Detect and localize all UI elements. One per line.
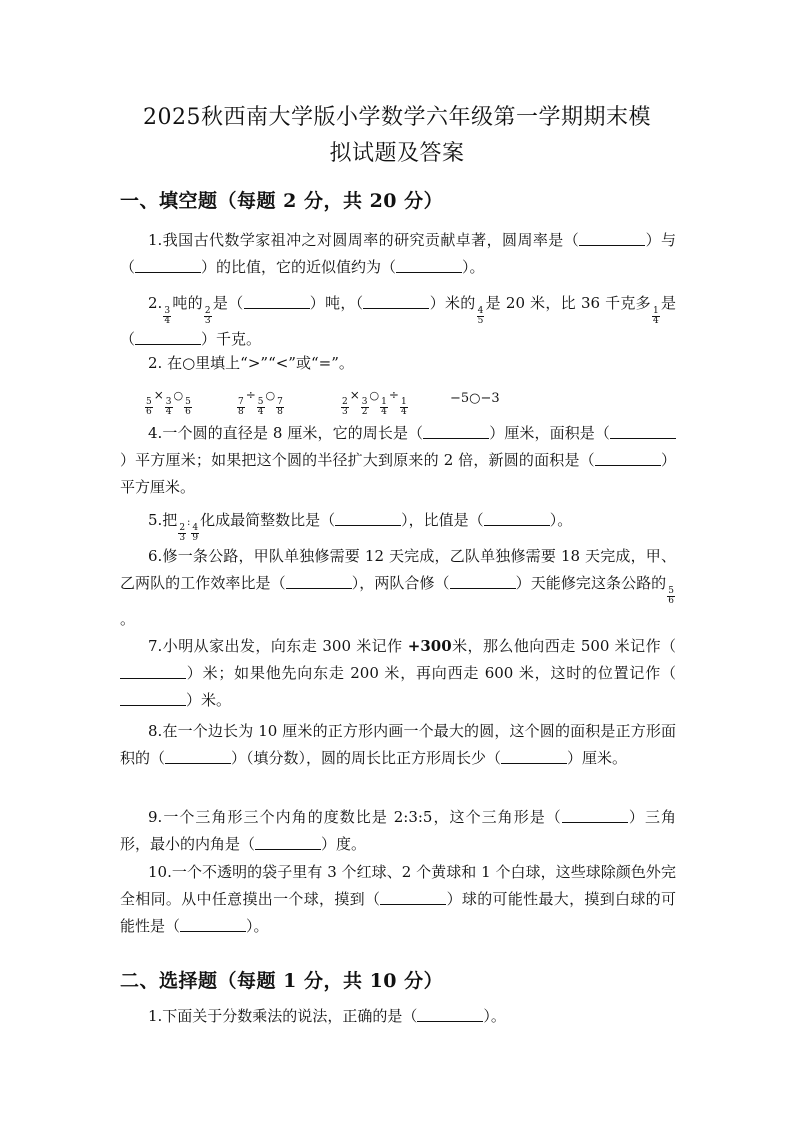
answer-blank[interactable] — [380, 890, 446, 905]
choice-question-1: 1.下面关于分数乘法的说法，正确的是（ ）。 — [148, 1007, 506, 1025]
answer-blank[interactable] — [286, 574, 352, 589]
question-2: 2. $\frac{3}{4}$ 吨的 $\frac{2}{3}$ 是（ ）吨，（ ）米的 $\frac{4}{5}$ 是 20 米，比 36 千克多 $\frac{1}{4}$ 是（ ）千克。 — [120, 294, 676, 348]
answer-blank[interactable] — [363, 294, 429, 309]
title-line-2: 拟试题及答案 — [329, 141, 465, 166]
fraction: $\frac{3}{4}$ — [164, 306, 171, 326]
answer-blank[interactable] — [135, 330, 201, 345]
compare-circle[interactable]: ○ — [265, 389, 276, 402]
question-6: 6.修一条公路，甲队单独修需要 12 天完成，乙队单独修需要 18 天完成，甲、乙两队的工作效率比是（ ），两队合修（ ）天能修完这条公路的 $\frac{5}{6}$ 。 — [120, 547, 676, 628]
compare-circle[interactable]: ○ — [369, 389, 380, 402]
question-1: 1.我国古代数学家祖冲之对圆周率的研究贡献卓著，圆周率是（ ）与（ ）的比值，它的近似值约为（ ）。 — [120, 231, 676, 276]
question-9: 9.一个三角形三个内角的度数比是 2:3:5，这个三角形是（ ）三角形，最小的内角是（ ）度。 — [120, 808, 676, 853]
answer-blank[interactable] — [244, 294, 310, 309]
fraction: $\frac{1}{4}$ — [652, 306, 659, 326]
answer-blank[interactable] — [562, 808, 628, 823]
fraction: $\frac{2}{3}$ — [179, 523, 186, 543]
answer-blank[interactable] — [120, 664, 186, 679]
compare-circle[interactable]: ○ — [173, 389, 184, 402]
answer-blank[interactable] — [396, 258, 462, 273]
comparison-expression-2: $\frac{7}{8}$ ÷ $\frac{5}{4}$ ○ $\frac{7}{8}$ — [238, 388, 283, 417]
question-5: 5.把 $\frac{2}{3}$ : $\frac{4}{9}$ 化成最简整数比是（ ），比值是（ ）。 — [148, 511, 573, 543]
fraction: $\frac{4}{9}$ — [192, 523, 199, 543]
answer-blank[interactable] — [335, 511, 401, 526]
title-line-1: 2025秋西南大学版小学数学六年级第一学期期末模 — [143, 105, 651, 130]
fraction: $\frac{5}{6}$ — [668, 586, 674, 606]
answer-blank[interactable] — [595, 451, 661, 466]
question-8: 8.在一个边长为 10 厘米的正方形内画一个最大的圆，这个圆的面积是正方形面积的（ ）（填分数），圆的周长比正方形周长少（ ）厘米。 — [120, 722, 676, 767]
comparison-expression-3: $\frac{2}{3}$ × $\frac{3}{2}$ ○ $\frac{1}{4}$ ÷ $\frac{1}{4}$ — [342, 388, 407, 417]
answer-blank[interactable] — [501, 749, 567, 764]
comparison-expression-1: $\frac{5}{6}$ × $\frac{3}{4}$ ○ $\frac{5}{6}$ — [146, 388, 191, 417]
question-4: 4.一个圆的直径是 8 厘米，它的周长是（ ）厘米，面积是（）平方厘米；如果把这个圆的半径扩大到原来的 2 倍，新圆的面积是（ ）平方厘米。 — [120, 424, 676, 496]
answer-blank[interactable] — [255, 835, 321, 850]
answer-blank[interactable] — [423, 424, 489, 439]
answer-blank[interactable] — [484, 511, 550, 526]
fraction: $\frac{4}{5}$ — [477, 306, 484, 326]
page-title — [120, 100, 674, 172]
answer-blank[interactable] — [165, 749, 231, 764]
answer-blank[interactable] — [135, 258, 201, 273]
section-heading-multiple-choice: 二、选择题（每题 1 分，共 10 分） — [120, 970, 444, 992]
answer-blank[interactable] — [579, 231, 645, 246]
section-heading-fill-blank: 一、填空题（每题 2 分，共 20 分） — [120, 190, 444, 212]
answer-blank[interactable] — [610, 424, 676, 439]
comparison-row — [144, 388, 664, 418]
question-3: 2. 在○里填上“>”“<”或“=”。 — [148, 354, 354, 372]
question-7: 7.小明从家出发，向东走 300 米记作 +300米，那么他向西走 500 米记作（）米；如果他先向东走 200 米，再向西走 600 米，这时的位置记作（）米。 — [120, 633, 676, 714]
answer-blank[interactable] — [417, 1007, 483, 1022]
comparison-expression-4: −5○−3 — [450, 391, 500, 406]
answer-blank[interactable] — [180, 917, 246, 932]
answer-blank[interactable] — [120, 691, 186, 706]
answer-blank[interactable] — [450, 574, 516, 589]
fraction: $\frac{2}{3}$ — [204, 306, 211, 326]
question-10: 10.一个不透明的袋子里有 3 个红球、2 个黄球和 1 个白球，这些球除颜色外完全相同。从中任意摸出一个球，摸到（ ）球的可能性最大，摸到白球的可能性是（ ）。 — [120, 863, 676, 935]
